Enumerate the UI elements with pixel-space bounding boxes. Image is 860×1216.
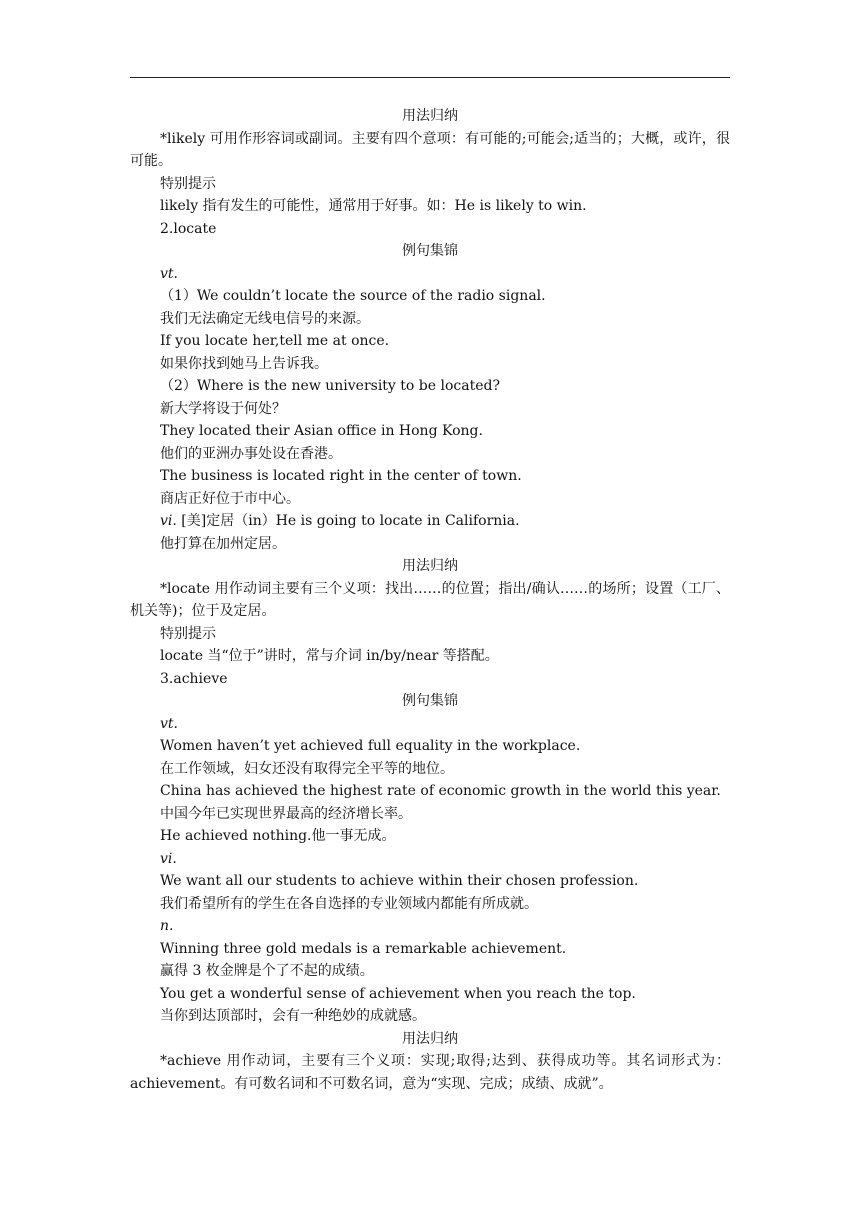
entry-heading-achieve: 3.achieve — [160, 670, 228, 687]
example-en: We want all our students to achieve within their chosen profession. — [160, 873, 639, 889]
example-en: Women haven’t yet achieved full equality in the workplace. — [160, 738, 581, 754]
text-line: likely 指有发生的可能性，通常用于好事。如：He is likely to win. — [160, 198, 587, 214]
paragraph: *achieve 用作动词，主要有三个义项：实现;取得;达到、获得成功等。其名词形式为：achievement。有可数名词和不可数名词，意为“实现、完成；成绩、成就”。 — [130, 1053, 730, 1092]
example-zh: 新大学将设于何处？ — [160, 400, 286, 417]
heading-examples: 例句集锦 — [402, 693, 458, 709]
pos-label: vt. — [160, 715, 178, 732]
example-zh: 他打算在加州定居。 — [160, 535, 286, 552]
example-zh: 当你到达顶部时，会有一种绝妙的成就感。 — [160, 1008, 426, 1024]
example-vi-line — [130, 510, 730, 533]
example-en: If you locate her,tell me at once. — [160, 333, 390, 349]
example-zh: 中国今年已实现世界最高的经济增长率。 — [160, 805, 412, 822]
example-en: China has achieved the highest rate of economic growth in the world this year. — [160, 783, 721, 799]
example-zh: 赢得 3 枚金牌是个了不起的成绩。 — [160, 963, 374, 979]
heading-usage: 用法归纳 — [402, 558, 458, 574]
subheading-tip: 特别提示 — [160, 625, 216, 642]
example-text: [美]定居（in）He is going to locate in California. — [181, 513, 520, 529]
example-zh: 如果你找到她马上告诉我。 — [160, 355, 328, 372]
example-en: You get a wonderful sense of achievement when you reach the top. — [160, 985, 636, 1002]
example-en: The business is located right in the center of town. — [160, 468, 522, 484]
heading-usage: 用法归纳 — [402, 108, 458, 124]
document-body — [130, 105, 730, 1095]
paragraph: *likely 可用作形容词或副词。主要有四个意项：有可能的;可能会;适当的；大概，或许，很可能。 — [130, 130, 730, 169]
example-zh: 商店正好位于市中心。 — [160, 490, 300, 507]
pos-label: vi. — [160, 513, 177, 529]
heading-usage: 用法归纳 — [402, 1030, 458, 1047]
pos-label: vt. — [160, 265, 178, 282]
example-mixed: He achieved nothing.他一事无成。 — [160, 828, 396, 844]
pos-label: vi. — [160, 850, 177, 867]
paragraph: *locate 用作动词主要有三个义项：找出……的位置；指出/确认……的场所；设置（工厂、机关等)；位于及定居。 — [130, 580, 730, 619]
example-zh: 我们希望所有的学生在各自选择的专业领域内都能有所成就。 — [160, 895, 538, 912]
example-en: Winning three gold medals is a remarkable achievement. — [160, 940, 567, 957]
example-en: （1）We couldn’t locate the source of the radio signal. — [160, 288, 546, 304]
text-line: locate 当“位于”讲时，常与介词 in/by/near 等搭配。 — [160, 648, 499, 664]
example-zh: 他们的亚洲办事处设在香港。 — [160, 445, 342, 462]
pos-label: n. — [160, 918, 174, 934]
header-rule — [130, 77, 730, 78]
entry-heading-locate: 2.locate — [160, 220, 217, 237]
heading-examples: 例句集锦 — [402, 243, 458, 259]
subheading-tip: 特别提示 — [160, 175, 216, 192]
example-zh: 我们无法确定无线电信号的来源。 — [160, 310, 370, 327]
example-en: （2）Where is the new university to be located? — [160, 378, 500, 394]
example-en: They located their Asian office in Hong Kong. — [160, 423, 483, 439]
example-zh: 在工作领域，妇女还没有取得完全平等的地位。 — [160, 760, 454, 777]
